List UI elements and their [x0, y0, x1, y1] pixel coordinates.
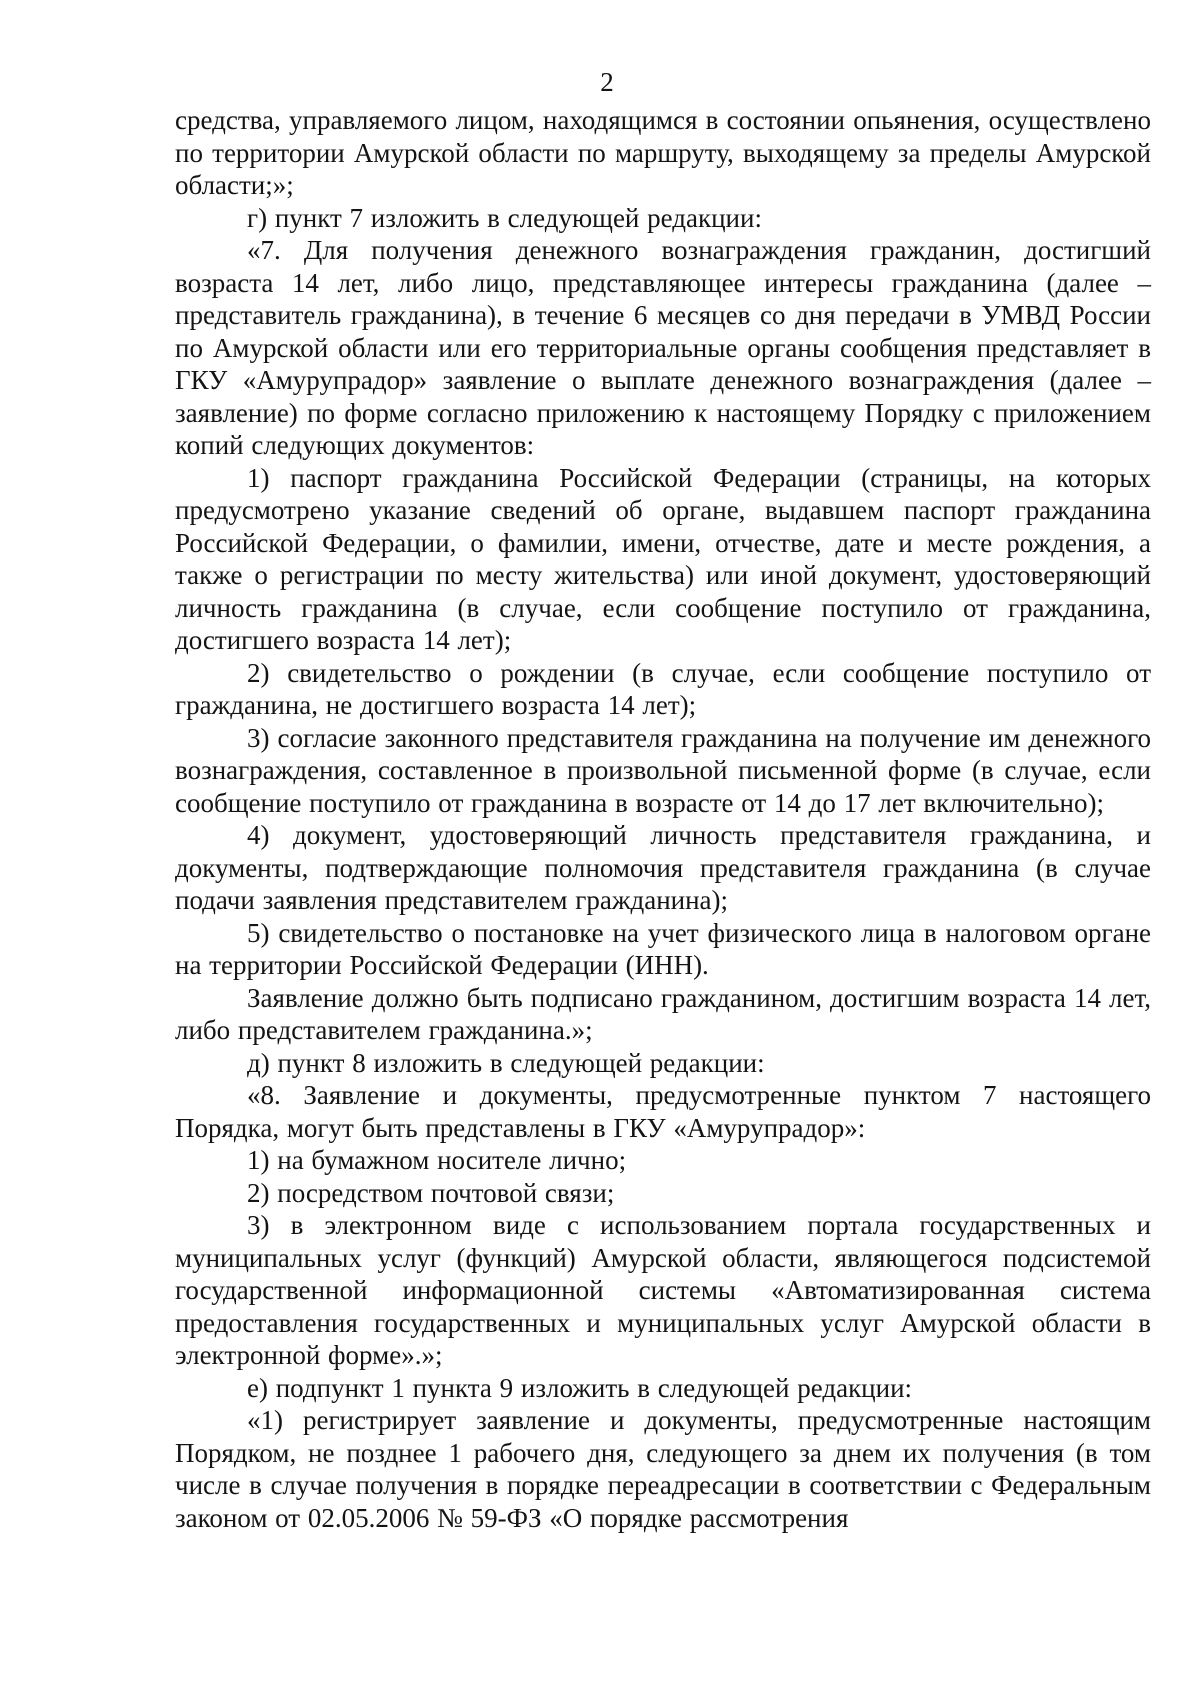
paragraph-amendment-d: д) пункт 8 изложить в следующей редакции: — [247, 1047, 765, 1078]
page-number: 2 — [600, 67, 614, 97]
paragraph-item-8: «8. Заявление и документы, предусмотренные пунктом 7 настоящего Порядка, могут быть представлены в ГКУ «Амурупрадор»: — [175, 1080, 1151, 1143]
paragraph-amendment-g: г) пункт 7 изложить в следующей редакции: — [247, 202, 762, 233]
paragraph-item-7: «7. Для получения денежного вознаграждения гражданин, достигший возраста 14 лет, либо лицо, представляющее интересы гражданина (далее – представитель гражданина), в течение 6 месяцев со дня передачи в УМВД России по Амурской области или его территориальные органы сообщения представляет в ГКУ «Амурупрадор» заявление о выплате денежного вознаграждения (далее – заявление) по форме согласно приложению к настоящему Порядку с приложением копий следующих документов: — [175, 235, 1151, 460]
document-body — [175, 104, 1151, 1534]
list-item-2-birth-certificate: 2) свидетельство о рождении (в случае, если сообщение поступило от гражданина, не достигшего возраста 14 лет); — [175, 657, 1151, 720]
paragraph-continuation: средства, управляемого лицом, находящимся в состоянии опьянения, осуществлено по территории Амурской области по маршруту, выходящему за пределы Амурской области;»; — [175, 105, 1151, 200]
list-item-1-passport: 1) паспорт гражданина Российской Федерации (страницы, на которых предусмотрено указание сведений об органе, выдавшем паспорт гражданина Российской Федерации, о фамилии, имени, отчестве, дате и месте рождения, а также о регистрации по месту жительства) или иной документ, удостоверяющий личность гражданина (в случае, если сообщение поступило от гражданина, достигшего возраста 14 лет); — [175, 462, 1151, 655]
list-item-3-consent: 3) согласие законного представителя гражданина на получение им денежного вознаграждения, составленное в произвольной письменной форме (в случае, если сообщение поступило от гражданина в возрасте от 14 до 17 лет включительно); — [175, 722, 1151, 818]
list-item-4-representative-id: 4) документ, удостоверяющий личность представителя гражданина, и документы, подтверждающие полномочия представителя гражданина (в случае подачи заявления представителем гражданина); — [175, 820, 1151, 915]
list-item-3-electronic: 3) в электронном виде с использованием портала государственных и муниципальных услуг (функций) Амурской области, являющегося подсистемой государственной информационной системы «Автоматизированная система предоставления государственных и муниципальных услуг Амурской области в электронной форме».»; — [175, 1210, 1151, 1370]
list-item-1-in-person: 1) на бумажном носителе лично; — [247, 1145, 627, 1175]
list-item-5-inn: 5) свидетельство о постановке на учет физического лица в налоговом органе на территории Российской Федерации (ИНН). — [175, 917, 1151, 980]
paragraph-amendment-e: е) подпункт 1 пункта 9 изложить в следующей редакции: — [247, 1372, 913, 1403]
paragraph-signature-requirement: Заявление должно быть подписано гражданином, достигшим возраста 14 лет, либо представителем гражданина.»; — [175, 982, 1151, 1045]
list-item-2-postal: 2) посредством почтовой связи; — [247, 1177, 615, 1208]
paragraph-subitem-1: «1) регистрирует заявление и документы, предусмотренные настоящим Порядком, не позднее 1 рабочего дня, следующего за днем их получения (в том числе в случае получения в порядке переадресации в соответствии с Федеральным законом от 02.05.2006 № 59-ФЗ «О порядке рассмотрения — [175, 1405, 1151, 1533]
